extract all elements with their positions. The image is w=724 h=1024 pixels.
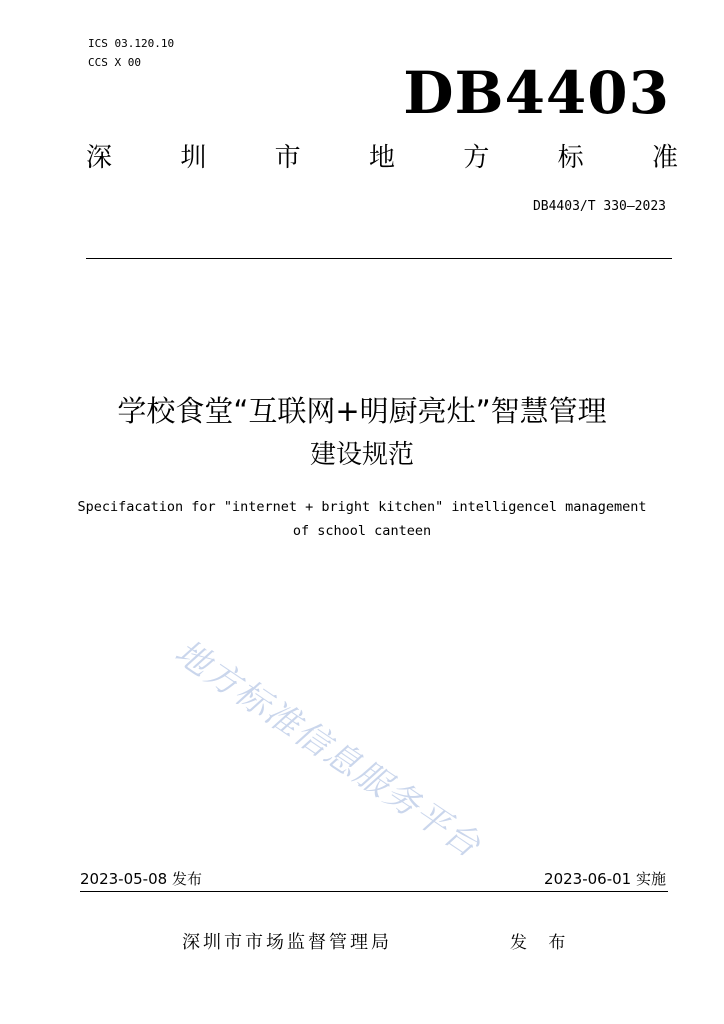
title-english-line-1: Specifacation for "internet + bright kitchen" intelligencel management — [77, 499, 647, 515]
issue-date: 2023-05-08 发布 — [80, 870, 202, 888]
ccs-code: CCS X 00 — [88, 56, 141, 69]
standard-type-char: 市 — [274, 143, 301, 173]
footer-divider — [80, 891, 668, 892]
issuing-authority: 深圳市市场监督管理局 — [182, 932, 392, 953]
title-chinese-line-1: 学校食堂“互联网+明厨亮灶”智慧管理 — [117, 394, 607, 428]
implementation-date: 2023-06-01 实施 — [544, 870, 666, 888]
standard-type-heading — [86, 140, 678, 176]
standard-type-char: 准 — [651, 143, 678, 173]
title-english-line-2: of school canteen — [292, 523, 432, 539]
standard-type-char: 圳 — [180, 143, 207, 173]
standard-logo: DB4403 — [403, 59, 670, 127]
watermark: 地方标准信息服务平台 — [167, 632, 489, 867]
standard-number: DB4403/T 330—2023 — [532, 199, 666, 214]
standard-type-char: 地 — [368, 143, 395, 173]
header-divider — [86, 258, 672, 259]
ics-code: ICS 03.120.10 — [88, 37, 175, 50]
title-chinese-line-2: 建设规范 — [309, 440, 414, 470]
standard-type-char: 方 — [463, 143, 490, 173]
standard-type-char: 标 — [557, 143, 584, 173]
standard-type-char: 深 — [86, 143, 113, 173]
issue-label: 发 布 — [510, 933, 574, 953]
